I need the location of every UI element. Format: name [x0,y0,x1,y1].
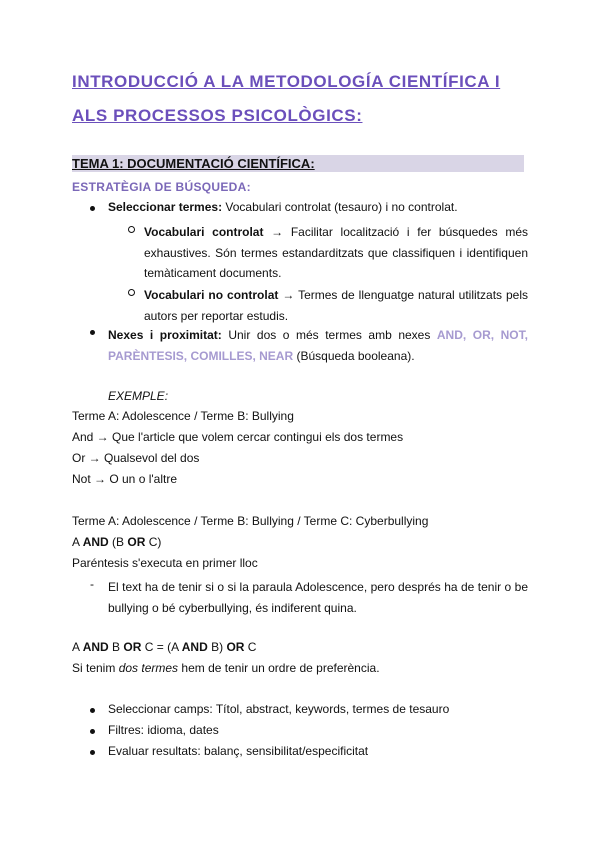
expr-operator: OR [127,535,146,549]
sub-bullet-label: Vocabulari controlat → [144,225,284,239]
sub-bullet-text: → Termes de llenguatge natural utilitzats pels autors per reportar estudis. [144,288,528,323]
expr-operator: AND [181,640,208,654]
example-label: EXEMPLE: [108,389,169,403]
expr-text: C [247,640,257,654]
boolean-keywords: PARÈNTESIS, COMILLES, NEAR [108,348,294,363]
list-item: Seleccionar camps: Títol, abstract, keywords, termes de tesauro [108,702,450,716]
expr-text: (B [112,535,125,549]
list-item: Evaluar resultats: balanç, sensibilitat/especificitat [108,744,369,758]
subheading: ESTRATÈGIA DE BÚSQUEDA: [72,180,251,194]
bullet-text: Unir dos o més termes amb nexes [228,328,431,342]
expr-operator: OR [226,640,245,654]
text: Si tenim [72,661,116,675]
document-title-line-2: ALS PROCESSOS PSICOLÒGICS: [72,106,363,125]
example-line: Terme A: Adolescence / Terme B: Bullying [72,409,294,423]
bullet-dot [90,729,95,734]
document-title-line-1: INTRODUCCIÓ A LA METODOLOGÍA CIENTÍFICA I [72,72,501,91]
example-line [72,661,380,676]
circle-bullet-icon [128,289,135,296]
expr-text: C) [148,535,162,549]
example-line: Or → Qualsevol del dos [72,451,200,465]
dash-item: El text ha de tenir si o si la paraula Adolescence, pero després ha de tenir o be bullying o bé cyberbullying, és indiferent quina. [108,580,528,615]
example-expression [72,535,161,550]
expr-text: A [72,535,80,549]
expr-text: C = (A [144,640,179,654]
bullet-item-1 [108,200,458,215]
sub-bullet-item-2 [144,285,528,326]
italic-text: dos termes [118,661,179,675]
list-item: Filtres: idioma, dates [108,723,219,737]
example-line: And → Que l'article que volem cercar contingui els dos termes [72,430,404,444]
bullet-text-tail: (Búsqueda booleana). [296,348,415,363]
boolean-keywords: AND, OR, NOT, [436,328,528,342]
bullet-label: Nexes i proximitat: [108,328,222,342]
bullet-text: Vocabulari controlat (tesauro) i no controlat. [225,200,458,214]
bullet-item-2 [108,325,528,366]
example-expression [72,640,256,655]
sub-bullet-label: Vocabulari no controlat [144,288,279,302]
example-line: Paréntesis s'executa en primer lloc [72,556,258,570]
expr-text: B [112,640,121,654]
text: hem de tenir un ordre de preferència. [181,661,380,675]
expr-operator: OR [123,640,142,654]
expr-operator: AND [82,640,109,654]
section-heading: TEMA 1: DOCUMENTACIÓ CIENTÍFICA: [72,155,524,172]
circle-bullet-icon [128,226,135,233]
expr-operator: AND [82,535,109,549]
bullet-dot [90,708,95,713]
bullet-label: Seleccionar termes: [108,200,223,214]
bullet-dot [90,750,95,755]
expr-text: A [72,640,80,654]
sub-bullet-text: Facilitar localització i fer búsquedes més exhaustives. Són termes estandarditzats que classifiquen i identifiquen temàticament documents. [144,225,528,280]
example-line: Terme A: Adolescence / Terme B: Bullying / Terme C: Cyberbullying [72,514,429,528]
example-line: Not → O un o l'altre [72,472,177,486]
dash-bullet: - [90,577,94,591]
bullet-dot [90,206,95,211]
expr-text: B) [211,640,224,654]
sub-bullet-item-1 [144,222,528,284]
bullet-dot [90,330,95,335]
